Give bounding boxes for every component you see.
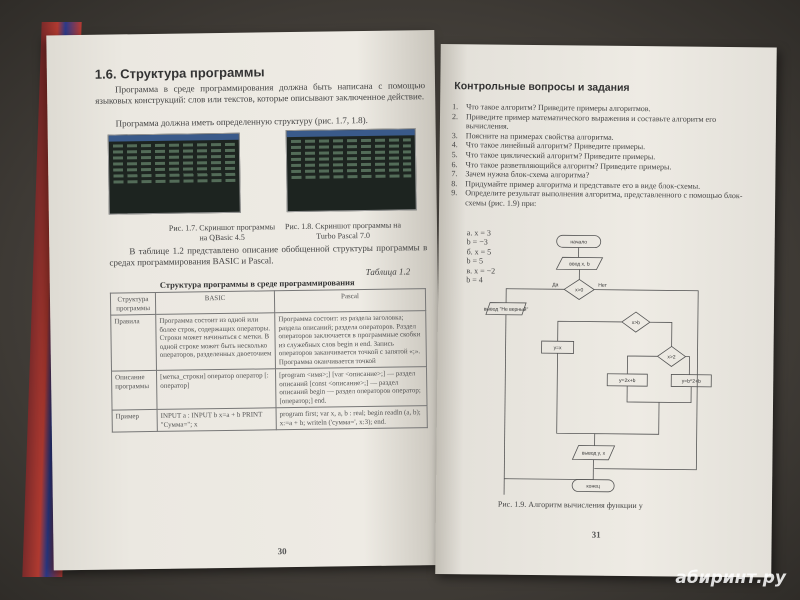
list-item: 1. Что такое алгоритм? Приведите примеры алгоритмов. xyxy=(452,102,651,114)
table-cell: Описание программы xyxy=(111,370,157,410)
qbasic-screenshot xyxy=(108,133,241,215)
flow-input-label: ввод x, b xyxy=(569,261,590,268)
value-line: b = 4 xyxy=(466,275,483,285)
table-row xyxy=(112,406,427,432)
flow-message-label: вывод "Не верный" xyxy=(483,306,529,313)
table-cell: program first; var x, a, b : real; begin readln (a, b); x:=a + b; writeln ('сумма=', x:3); end. xyxy=(276,406,427,430)
section-heading: 1.6. Структура программы xyxy=(94,64,265,82)
list-item: 3. Поясните на примерах свойства алгоритма. xyxy=(451,130,614,142)
list-item: 7. Зачем нужна блок-схема алгоритма? xyxy=(451,169,590,180)
table-cell: Программа состоит из одной или более строк, содержащих операторы. Строки может начинаться с метки. В одной строке может быть несколько операторов, разделенных двоеточием xyxy=(156,313,276,371)
table-cell: [program <имя>;] [var <описание>;] — раздел описаний [const <описание>;] — раздел описаний begin — раздел операторов оператор; [оператор;] end. xyxy=(275,367,427,408)
fig9-caption: Рис. 1.9. Алгоритм вычисления функции y xyxy=(497,499,643,511)
table-title: Структура программы в среде программирования xyxy=(159,277,355,290)
table-cell: Пример xyxy=(112,409,157,432)
turbo-pascal-screenshot xyxy=(286,128,417,212)
table-intro-paragraph: В таблице 1.2 представлено описание обобщенной структуры программы в средах программирования BASIC и Pascal. xyxy=(109,242,428,268)
questions-heading: Контрольные вопросы и задания xyxy=(454,80,630,94)
value-line: в. x = −2 xyxy=(466,265,496,276)
table-cell: Программа состоит: из раздела заголовка; раздела описаний; раздела операторов. Раздел операторов заключается в программные скобки из служебных слов begin и end. Запись операторов заканчивается точкой с запятой «;». Программа оканчивается точкой xyxy=(275,311,427,369)
flow-assign1-label: y=x xyxy=(553,345,562,352)
structure-paragraph: Программа должна иметь определенную структуру (рис. 1.7, 1.8). xyxy=(115,114,368,129)
flow-cond2-label: x>b xyxy=(631,320,640,327)
flow-output-label: вывод y, x xyxy=(581,450,606,457)
page-number-right: 31 xyxy=(591,529,601,540)
flow-no-label: Нет xyxy=(598,282,607,289)
value-line: b = 5 xyxy=(466,256,484,266)
watermark: абиринт.ру xyxy=(675,568,786,588)
flow-assign2-label: y=2x+b xyxy=(619,377,636,385)
table-cell: INPUT a : INPUT b x=a + b PRINT "Сумма="; x xyxy=(157,408,276,432)
value-line: а. x = 3 xyxy=(466,228,491,238)
fig7-caption: Рис. 1.7. Скриншот программы на QBasic 4.5 xyxy=(168,222,276,243)
flow-end-label: конец xyxy=(586,483,600,490)
list-item: 8. Придумайте пример алгоритма и представьте его в виде блок-схемы. xyxy=(451,178,701,191)
table-header: Структура программы xyxy=(110,292,155,315)
table-header: Pascal xyxy=(274,289,425,313)
list-item: 4. Что такое линейный алгоритм? Приведите примеры. xyxy=(451,140,646,152)
question-list xyxy=(451,102,752,211)
intro-paragraph: Программа в среде программирования должна быть написана с помощью языковых конструкций: слов или текстов, которые описывают заключенное действие. xyxy=(95,80,426,106)
flow-cond1-label: x>0 xyxy=(575,287,584,294)
table-header: BASIC xyxy=(155,291,274,315)
value-line: b = −3 xyxy=(466,237,488,247)
flow-yes-label: Да xyxy=(552,282,559,289)
fig8-caption: Рис. 1.8. Скриншот программы на Turbo Pascal 7.0 xyxy=(284,220,402,241)
list-item: 6. Что такое разветвляющийся алгоритм? Приведите примеры. xyxy=(451,159,672,171)
table-row xyxy=(111,367,427,410)
flow-cond3-label: x>2 xyxy=(667,354,676,361)
list-item: 5. Что такое циклический алгоритм? Приведите примеры. xyxy=(451,150,656,162)
list-item: 2. Приведите пример математического выражения и составьте алгоритм его вычисления. xyxy=(451,111,717,131)
structure-table xyxy=(110,288,428,432)
list-item: 9. Определите результат выполнения алгоритма, представленного с помощью блок-схемы (рис. 1.9) при: xyxy=(451,188,743,208)
value-line: б. x = 5 xyxy=(466,247,492,257)
table-cell: [метка_строки] оператор оператор [: оператор] xyxy=(156,369,276,410)
flow-assign3-label: y=b^2+b xyxy=(681,378,701,385)
flowchart xyxy=(474,232,747,497)
flow-start-label: начало xyxy=(570,239,588,246)
page-number-left: 30 xyxy=(277,546,287,557)
left-page xyxy=(46,30,441,570)
right-page xyxy=(435,44,777,577)
table-cell: Правила xyxy=(111,314,157,371)
table-label: Таблица 1.2 xyxy=(365,266,411,278)
table-row xyxy=(111,311,427,371)
